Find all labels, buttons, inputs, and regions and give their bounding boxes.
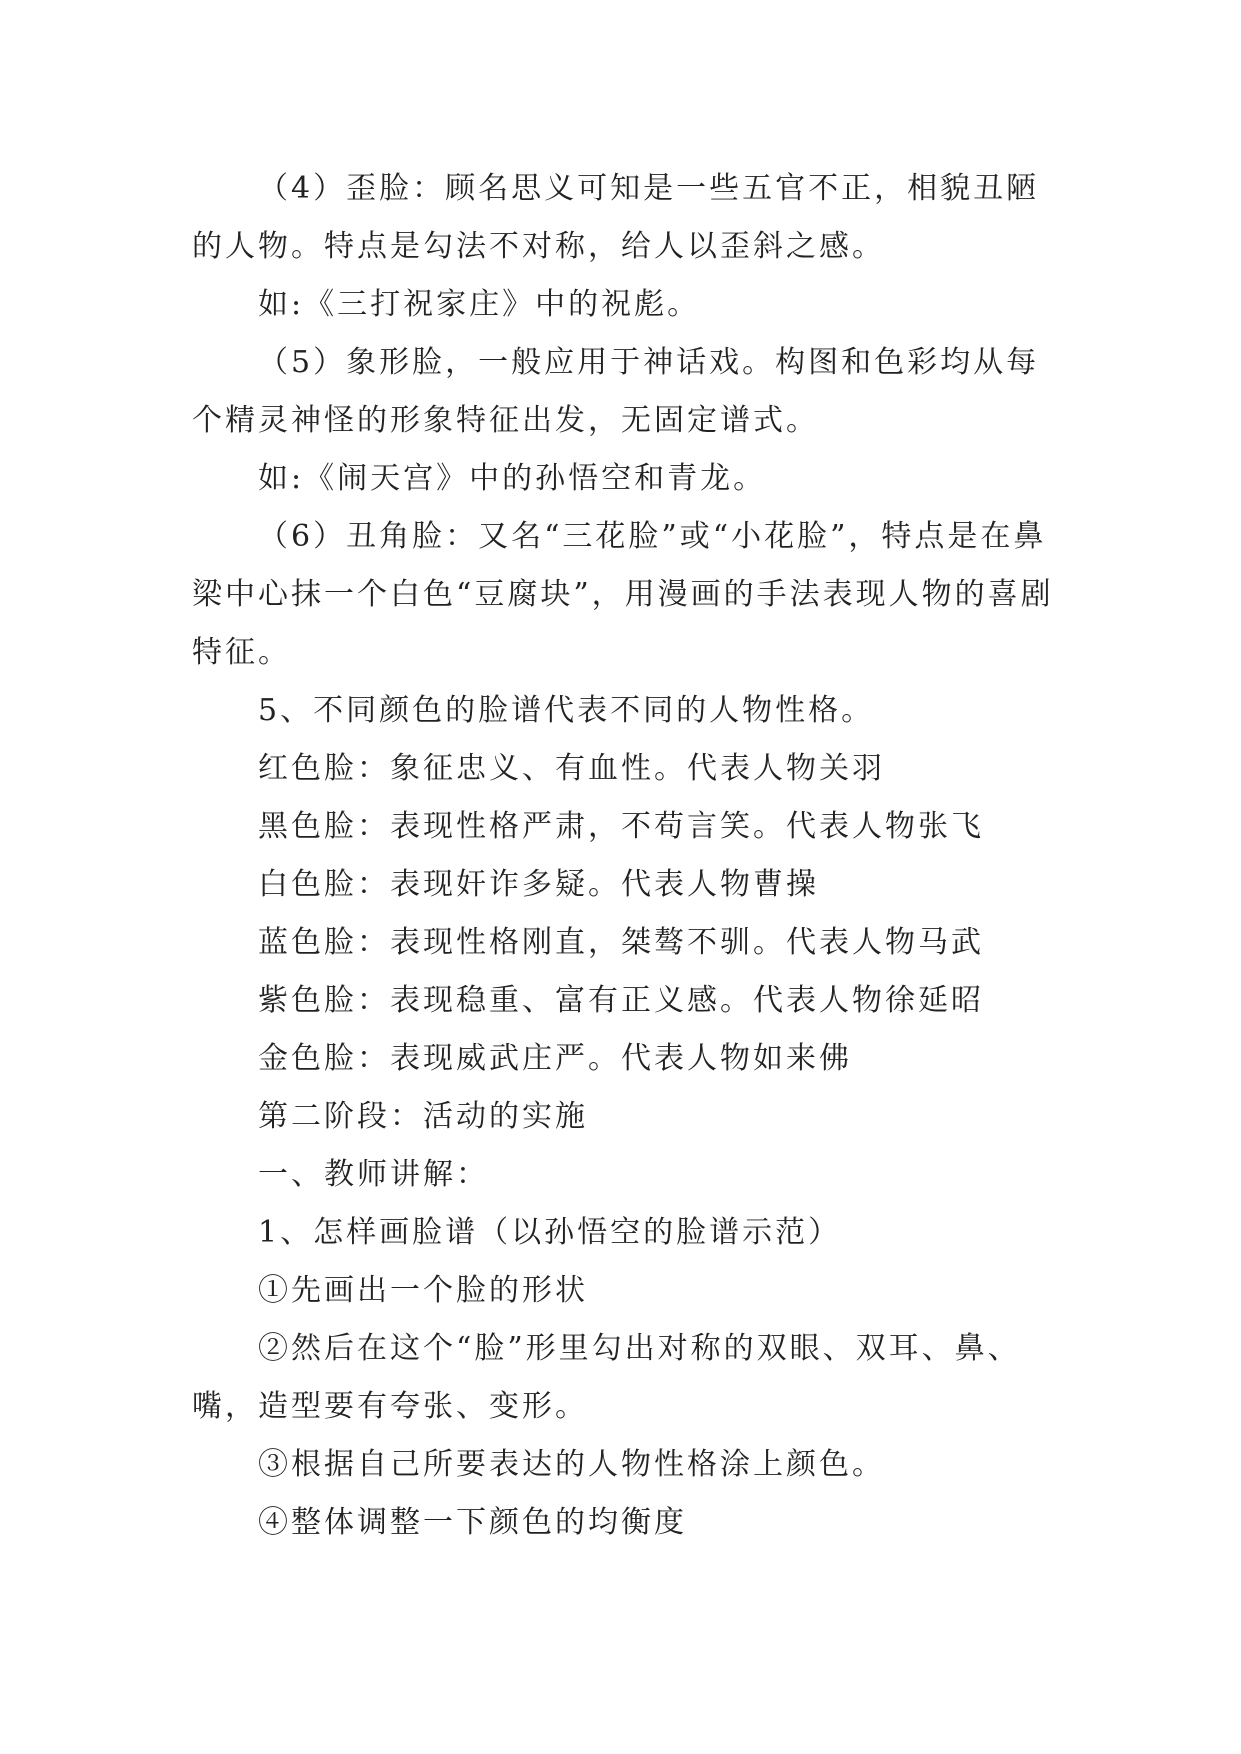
step-3: ③根据自己所要表达的人物性格涂上颜色。 — [258, 1447, 885, 1482]
paragraph-choujiaolian: （6）丑角脸：又名“三花脸”或“小花脸”，特点是在鼻梁中心抹一个白色“豆腐块”，用漫画的手法表现人物的喜剧特征。 — [192, 519, 1054, 670]
heading-stage-two: 第二阶段：活动的实施 — [258, 1099, 588, 1134]
paragraph-xiangxinglian: （5）象形脸，一般应用于神话戏。构图和色彩均从每个精灵神怪的形象特征出发，无固定谱式。 — [192, 345, 1040, 438]
step-1: ①先画出一个脸的形状 — [258, 1273, 588, 1308]
step-2: ②然后在这个“脸”形里勾出对称的双眼、双耳、鼻、嘴，造型要有夸张、变形。 — [192, 1331, 1021, 1424]
heading-teacher: 一、教师讲解： — [258, 1157, 489, 1192]
color-blue: 蓝色脸：表现性格刚直，桀骜不驯。代表人物马武 — [258, 925, 984, 960]
step-heading: 1、怎样画脸谱（以孙悟空的脸谱示范） — [258, 1215, 842, 1250]
heading-colors: 5、不同颜色的脸谱代表不同的人物性格。 — [258, 693, 875, 728]
example-zhubiao: 如:《三打祝家庄》中的祝彪。 — [258, 287, 701, 322]
example-sunwukong: 如:《闹天宫》中的孙悟空和青龙。 — [258, 461, 767, 496]
color-red: 红色脸：象征忠义、有血性。代表人物关羽 — [258, 751, 885, 786]
color-white: 白色脸：表现奸诈多疑。代表人物曹操 — [258, 867, 819, 902]
document-page — [192, 160, 1072, 1552]
color-purple: 紫色脸：表现稳重、富有正义感。代表人物徐延昭 — [258, 983, 984, 1018]
color-black: 黑色脸：表现性格严肃，不苟言笑。代表人物张飞 — [258, 809, 984, 844]
color-gold: 金色脸：表现威武庄严。代表人物如来佛 — [258, 1041, 852, 1076]
paragraph-wailian: （4）歪脸：顾名思义可知是一些五官不正，相貌丑陋的人物。特点是勾法不对称，给人以歪斜之感。 — [192, 171, 1040, 264]
step-4: ④整体调整一下颜色的均衡度 — [258, 1505, 687, 1540]
